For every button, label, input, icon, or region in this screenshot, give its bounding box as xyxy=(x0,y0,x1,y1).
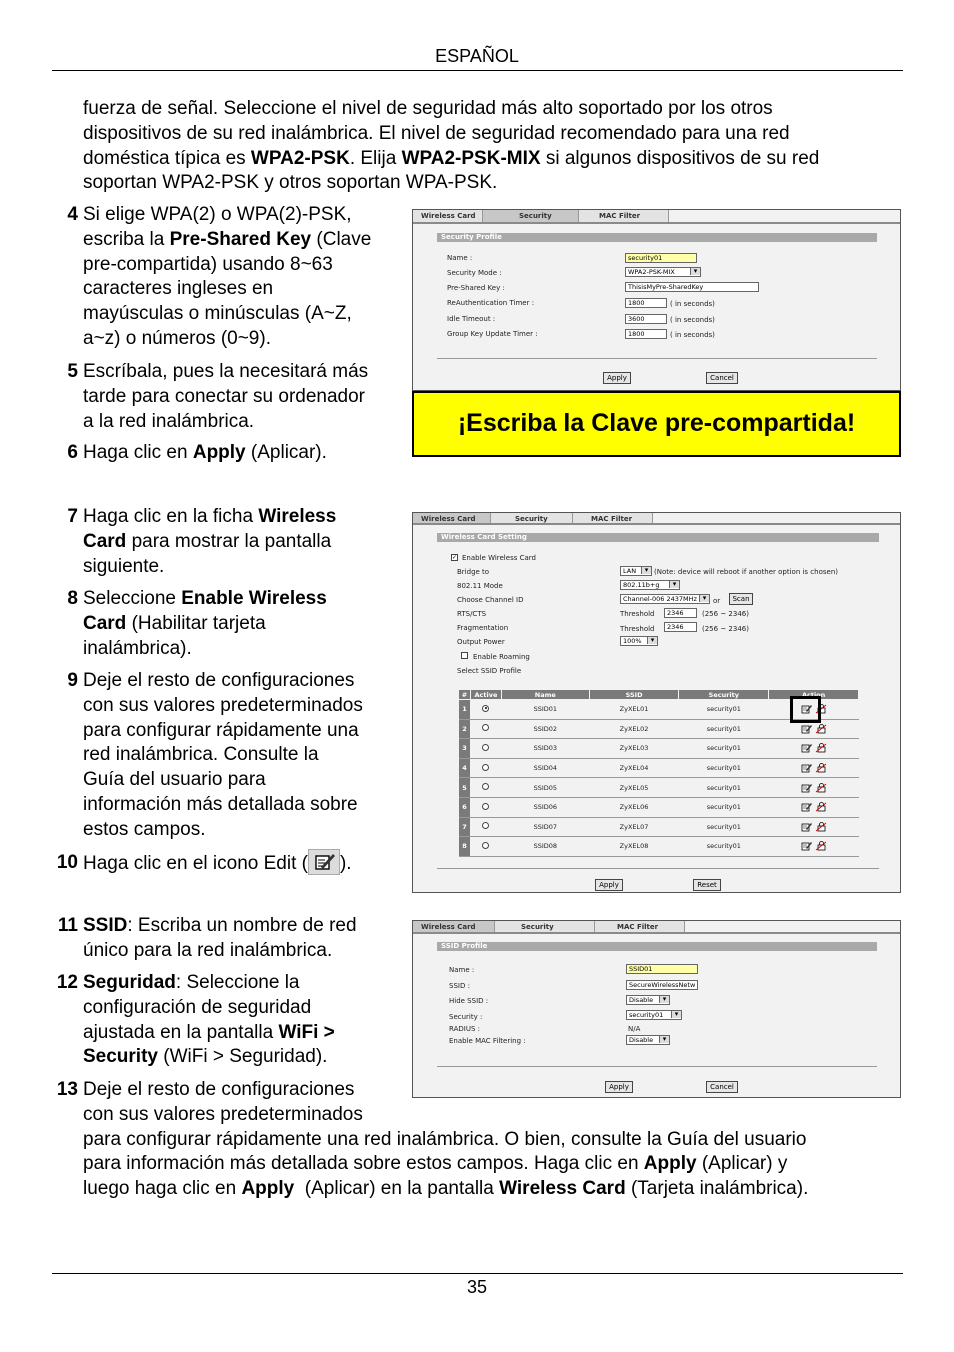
text: Haga clic en el icono Edit ( xyxy=(83,853,308,875)
idle-timeout-input[interactable]: 3600 xyxy=(625,314,667,324)
step-line xyxy=(83,441,403,466)
scan-button[interactable]: Scan xyxy=(729,593,753,605)
step-line: para configurar rápidamente una red inalámbrica. O bien, consulte la Guía del usuario xyxy=(83,1128,807,1150)
step-number: 12 xyxy=(56,972,78,993)
step-line: Guía del usuario para xyxy=(83,769,266,791)
active-radio[interactable] xyxy=(482,783,489,790)
security-cell: security01 xyxy=(679,817,769,837)
step-line: mayúsculas o minúsculas (A~Z, xyxy=(83,303,352,325)
tab-security[interactable]: Security xyxy=(491,513,573,525)
security-cell: security01 xyxy=(679,837,769,857)
text: (Aplicar). xyxy=(245,442,327,463)
channel-label: Choose Channel ID xyxy=(457,596,524,604)
apply-button[interactable]: Apply xyxy=(603,372,631,384)
ssid-cell: ZyXEL03 xyxy=(589,739,679,759)
security-cell: security01 xyxy=(679,797,769,817)
output-power-label: Output Power xyxy=(457,638,505,646)
section-title: Wireless Card Setting xyxy=(437,533,879,542)
step-line xyxy=(83,1177,903,1202)
delete-icon[interactable] xyxy=(815,764,827,772)
text: : Escriba un nombre de red xyxy=(127,915,357,936)
step-line: tarde para conectar su ordenador xyxy=(83,385,366,407)
table-row xyxy=(459,758,859,778)
text: . Elija xyxy=(349,147,402,169)
bridge-label: Bridge to xyxy=(457,568,490,576)
text: : Seleccione la xyxy=(175,972,300,993)
text: ajustada en la pantalla xyxy=(83,1021,279,1043)
text: luego haga clic en xyxy=(83,1178,242,1200)
edit-icon[interactable] xyxy=(801,823,813,831)
active-radio-cell[interactable] xyxy=(470,837,501,857)
term-apply: Apply xyxy=(192,442,246,463)
term-wifi: WiFi > xyxy=(278,1021,335,1043)
step-line xyxy=(83,971,403,996)
callout-enter-psk: ¡Escriba la Clave pre-compartida! xyxy=(412,391,901,457)
step-number: 5 xyxy=(67,361,78,382)
text: (Clave xyxy=(311,228,372,250)
ssid-label: SSID : xyxy=(449,982,470,990)
reauth-timer-label: ReAuthentication Timer : xyxy=(447,299,535,307)
active-radio-cell[interactable] xyxy=(470,719,501,739)
step-line xyxy=(83,505,403,530)
fragmentation-label: Fragmentation xyxy=(457,624,509,632)
term-wireless-card: Wireless Card xyxy=(499,1178,626,1200)
edit-icon[interactable] xyxy=(801,744,813,752)
step-line: con sus valores predeterminados xyxy=(83,694,363,716)
ssid-cell: ZyXEL04 xyxy=(589,758,679,778)
select-ssid-profile-label: Select SSID Profile xyxy=(457,667,522,675)
step-line xyxy=(83,1045,403,1070)
col-header: Security xyxy=(679,690,769,700)
tab-underline xyxy=(413,523,901,525)
text: Haga clic en la ficha xyxy=(83,506,259,527)
active-radio[interactable] xyxy=(482,822,489,829)
name-input[interactable]: SSID01 xyxy=(626,964,698,974)
fragmentation-input[interactable]: 2346 xyxy=(664,622,697,632)
active-radio-cell[interactable] xyxy=(470,700,501,720)
security-cell: security01 xyxy=(679,758,769,778)
text: (Aplicar) en la pantalla xyxy=(294,1178,500,1200)
mode-label: 802.11 Mode xyxy=(457,582,503,590)
tab-wireless-card[interactable]: Wireless Card xyxy=(413,513,491,525)
action-cell xyxy=(769,837,859,857)
tab-security[interactable]: Security xyxy=(483,210,579,222)
action-cell xyxy=(769,817,859,837)
page-number: 35 xyxy=(466,1277,488,1297)
step-line: a la red inalámbrica. xyxy=(83,410,255,432)
text: para mostrar la pantalla xyxy=(126,530,332,552)
name-label: Name : xyxy=(449,966,475,974)
tab-bar xyxy=(413,210,669,222)
col-header: Active xyxy=(470,690,501,700)
step-line: configuración de seguridad xyxy=(83,996,312,1018)
cancel-button[interactable]: Cancel xyxy=(706,372,738,384)
term-wireless: Wireless xyxy=(258,506,337,527)
wireless-card-screenshot xyxy=(412,512,901,893)
step-11 xyxy=(57,914,403,964)
radius-label: RADIUS : xyxy=(449,1025,480,1033)
delete-icon[interactable] xyxy=(815,784,827,792)
step-5 xyxy=(67,360,403,434)
name-cell: SSID03 xyxy=(501,739,589,759)
text: Seleccione xyxy=(83,588,182,609)
text: Haga clic en xyxy=(83,442,193,463)
term-pre-shared-key: Pre-Shared Key xyxy=(169,228,312,250)
step-number: 13 xyxy=(56,1079,78,1100)
step-line: Deje el resto de configuraciones xyxy=(83,1079,355,1100)
mode-select[interactable]: 802.11b+g ▾ xyxy=(620,580,680,590)
row-number: 3 xyxy=(459,739,471,759)
col-header: SSID xyxy=(589,690,679,700)
security-profile-screenshot xyxy=(412,209,901,391)
row-number: 6 xyxy=(459,797,471,817)
step-9 xyxy=(67,669,403,843)
action-cell xyxy=(769,797,859,817)
term-seguridad: Seguridad xyxy=(83,972,176,993)
step-line: Escríbala, pues la necesitará más xyxy=(83,361,369,382)
cancel-button[interactable]: Cancel xyxy=(706,1081,738,1093)
ssid-cell: ZyXEL06 xyxy=(589,797,679,817)
radius-value: N/A xyxy=(628,1025,641,1033)
step-line: caracteres ingleses en xyxy=(83,278,274,300)
text: (Habilitar tarjeta xyxy=(126,612,266,634)
step-line xyxy=(83,851,403,877)
bridge-note: (Note: device will reboot if another option is chosen) xyxy=(654,568,838,576)
range-label: (256 ~ 2346) xyxy=(702,625,749,633)
ssid-cell: ZyXEL07 xyxy=(589,817,679,837)
name-cell: SSID02 xyxy=(501,719,589,739)
enable-wireless-label: Enable Wireless Card xyxy=(462,554,536,562)
tab-mac-filter[interactable]: MAC Filter xyxy=(579,210,669,222)
active-radio-cell[interactable] xyxy=(470,797,501,817)
tab-mac-filter[interactable]: MAC Filter xyxy=(595,921,685,933)
table-row xyxy=(459,797,859,817)
edit-icon[interactable] xyxy=(801,784,813,792)
idle-timeout-label: Idle Timeout : xyxy=(447,315,496,323)
step-line xyxy=(83,228,403,253)
active-radio[interactable] xyxy=(482,842,489,849)
security-select[interactable]: security01 ▾ xyxy=(626,1010,682,1020)
col-header: Name xyxy=(501,690,589,700)
row-number: 4 xyxy=(459,758,471,778)
step-line: información más detallada sobre xyxy=(83,793,358,815)
table-row xyxy=(459,739,859,759)
step-line: estos campos. xyxy=(83,818,206,840)
step-line xyxy=(83,587,403,612)
delete-icon[interactable] xyxy=(815,842,827,850)
footer-rule xyxy=(52,1273,903,1274)
term-card: Card xyxy=(83,530,127,552)
apply-button[interactable]: Apply xyxy=(605,1081,633,1093)
intro-line-2: dispositivos de su red inalámbrica. El nivel de seguridad recomendado para una red xyxy=(83,122,790,144)
step-line: para configurar rápidamente una xyxy=(83,719,359,741)
tab-underline xyxy=(413,932,901,934)
text: escriba la xyxy=(83,228,170,250)
hide-ssid-label: Hide SSID : xyxy=(449,997,489,1005)
step-line: red inalámbrica. Consulte la xyxy=(83,744,319,766)
step-line: Si elige WPA(2) o WPA(2)-PSK, xyxy=(83,204,352,225)
action-cell xyxy=(769,758,859,778)
name-cell: SSID06 xyxy=(501,797,589,817)
text: (Tarjeta inalámbrica). xyxy=(625,1178,809,1200)
action-cell xyxy=(769,778,859,798)
pre-shared-key-label: Pre-Shared Key : xyxy=(447,284,505,292)
enable-roaming-checkbox[interactable] xyxy=(461,652,468,659)
delete-icon[interactable] xyxy=(815,744,827,752)
active-radio-cell[interactable] xyxy=(470,758,501,778)
term-apply: Apply xyxy=(241,1178,295,1200)
security-mode-label: Security Mode : xyxy=(447,269,502,277)
output-power-select[interactable]: 100% ▾ xyxy=(620,636,658,646)
unit-label: ( in seconds) xyxy=(670,316,715,324)
term-ssid: SSID xyxy=(83,915,128,936)
step-number: 7 xyxy=(67,506,78,527)
intro-line-4: soportan WPA2-PSK y otros soportan WPA-PSK. xyxy=(83,172,498,194)
delete-icon[interactable] xyxy=(815,803,827,811)
step-line xyxy=(83,1152,903,1177)
active-radio[interactable] xyxy=(482,744,489,751)
active-radio-cell[interactable] xyxy=(470,739,501,759)
step-12 xyxy=(56,971,403,1070)
text: ). xyxy=(339,853,352,875)
security-label: Security : xyxy=(449,1013,483,1021)
step-line xyxy=(83,914,403,939)
rts-input[interactable]: 2346 xyxy=(664,608,697,618)
intro-line-1: fuerza de señal. Seleccione el nivel de seguridad más alto soportado por los otros xyxy=(83,98,773,119)
table-row xyxy=(459,817,859,837)
bridge-select[interactable]: LAN ▾ xyxy=(620,566,652,576)
security-cell: security01 xyxy=(679,778,769,798)
step-number: 11 xyxy=(57,915,78,936)
step-number: 8 xyxy=(67,588,78,609)
security-cell: security01 xyxy=(679,719,769,739)
edit-icon[interactable] xyxy=(801,725,813,733)
intro-paragraph xyxy=(83,97,903,196)
step-line xyxy=(83,530,403,555)
col-header: Action xyxy=(769,690,859,700)
row-number: 5 xyxy=(459,778,471,798)
divider xyxy=(437,1066,877,1067)
apply-button[interactable]: Apply xyxy=(595,879,623,891)
term-card: Card xyxy=(83,612,127,634)
step-line xyxy=(83,1021,403,1046)
security-cell: security01 xyxy=(679,739,769,759)
step-number: 9 xyxy=(67,670,78,691)
step-7 xyxy=(67,505,403,579)
text: para información más detallada sobre estos campos. Haga clic en xyxy=(83,1153,644,1175)
name-cell: SSID08 xyxy=(501,837,589,857)
table-row xyxy=(459,837,859,857)
active-radio[interactable] xyxy=(482,803,489,810)
step-line: con sus valores predeterminados xyxy=(83,1103,363,1125)
name-input[interactable]: security01 xyxy=(625,253,697,263)
threshold-label: Threshold xyxy=(620,610,655,618)
step-line: siguiente. xyxy=(83,555,165,577)
text: doméstica típica es xyxy=(83,147,251,169)
step-line: único para la red inalámbrica. xyxy=(83,939,333,961)
reauth-timer-input[interactable]: 1800 xyxy=(625,298,667,308)
name-cell: SSID05 xyxy=(501,778,589,798)
step-4 xyxy=(67,203,403,352)
delete-icon[interactable] xyxy=(815,725,827,733)
rts-label: RTS/CTS xyxy=(457,610,487,618)
delete-icon[interactable] xyxy=(815,823,827,831)
ssid-cell: ZyXEL08 xyxy=(589,837,679,857)
threshold-label: Threshold xyxy=(620,625,655,633)
ssid-profile-screenshot xyxy=(412,920,901,1098)
text: (WiFi > Seguridad). xyxy=(157,1046,328,1068)
term-enable-wireless: Enable Wireless xyxy=(181,588,327,609)
security-cell: security01 xyxy=(679,700,769,720)
name-cell: SSID04 xyxy=(501,758,589,778)
step-10 xyxy=(56,851,403,877)
channel-select[interactable]: Channel-006 2437MHz ▾ xyxy=(620,594,710,604)
name-cell: SSID01 xyxy=(501,700,589,720)
pre-shared-key-input[interactable]: ThisisMyPre-SharedKey xyxy=(625,282,759,292)
name-cell: SSID07 xyxy=(501,817,589,837)
step-line xyxy=(83,612,403,637)
action-cell xyxy=(769,739,859,759)
enable-wireless-checkbox[interactable]: ✓ xyxy=(452,554,458,561)
divider xyxy=(437,868,879,869)
term-security: Security xyxy=(83,1046,158,1068)
edit-icon-highlight xyxy=(790,696,821,723)
ssid-cell: ZyXEL05 xyxy=(589,778,679,798)
or-label: or xyxy=(713,597,721,605)
tab-wireless-card[interactable]: Wireless Card xyxy=(413,921,495,933)
hide-ssid-select[interactable]: Disable ▾ xyxy=(626,995,670,1005)
mac-filtering-label: Enable MAC Filtering : xyxy=(449,1037,526,1045)
table-row xyxy=(459,778,859,798)
text: (Aplicar) y xyxy=(696,1153,788,1175)
section-title: SSID Profile xyxy=(437,942,877,951)
edit-icon[interactable] xyxy=(801,842,813,850)
edit-icon xyxy=(308,849,340,875)
tab-underline xyxy=(413,222,901,224)
ssid-cell: ZyXEL02 xyxy=(589,719,679,739)
section-title: Security Profile xyxy=(437,233,877,242)
tab-wireless-card[interactable]: Wireless Card xyxy=(413,210,483,222)
step-8 xyxy=(67,587,403,661)
row-number: 7 xyxy=(459,817,471,837)
divider xyxy=(437,358,877,359)
ssid-input[interactable]: SecureWirelessNetw xyxy=(626,980,698,990)
row-number: 8 xyxy=(459,837,471,857)
step-number: 10 xyxy=(56,852,78,873)
active-radio[interactable] xyxy=(482,724,489,731)
step-number: 6 xyxy=(67,442,78,463)
edit-icon[interactable] xyxy=(801,764,813,772)
active-radio[interactable] xyxy=(482,705,489,712)
unit-label: ( in seconds) xyxy=(670,331,715,339)
step-number: 4 xyxy=(67,204,78,225)
mac-filtering-select[interactable]: Disable ▾ xyxy=(626,1035,670,1045)
col-header: # xyxy=(459,690,471,700)
intro-line-3 xyxy=(83,147,903,172)
step-line: pre-compartida) usando 8~63 xyxy=(83,253,333,275)
term-wpa2-psk-mix: WPA2-PSK-MIX xyxy=(401,147,541,169)
group-key-timer-label: Group Key Update Timer : xyxy=(447,330,538,338)
step-6 xyxy=(67,441,403,466)
row-number: 1 xyxy=(459,700,471,720)
term-wpa2-psk: WPA2-PSK xyxy=(250,147,350,169)
active-radio[interactable] xyxy=(482,764,489,771)
tab-security[interactable]: Security xyxy=(495,921,595,933)
step-line: Deje el resto de configuraciones xyxy=(83,670,355,691)
text: si algunos dispositivos de su red xyxy=(540,147,820,169)
active-radio-cell[interactable] xyxy=(470,817,501,837)
reset-button[interactable]: Reset xyxy=(693,879,721,891)
term-apply: Apply xyxy=(643,1153,697,1175)
tab-mac-filter[interactable]: MAC Filter xyxy=(573,513,653,525)
enable-roaming-label: Enable Roaming xyxy=(473,653,530,661)
page-header-language: ESPAÑOL xyxy=(435,46,519,66)
header-rule xyxy=(52,70,903,71)
row-number: 2 xyxy=(459,719,471,739)
active-radio-cell[interactable] xyxy=(470,778,501,798)
step-line: a~z) o números (0~9). xyxy=(83,327,271,349)
step-line: inalámbrica). xyxy=(83,637,192,659)
unit-label: ( in seconds) xyxy=(670,300,715,308)
name-label: Name : xyxy=(447,254,473,262)
ssid-cell: ZyXEL01 xyxy=(589,700,679,720)
range-label: (256 ~ 2346) xyxy=(702,610,749,618)
group-key-timer-input[interactable]: 1800 xyxy=(625,329,667,339)
security-mode-select[interactable]: WPA2-PSK-MIX ▾ xyxy=(625,267,701,277)
edit-icon[interactable] xyxy=(801,803,813,811)
